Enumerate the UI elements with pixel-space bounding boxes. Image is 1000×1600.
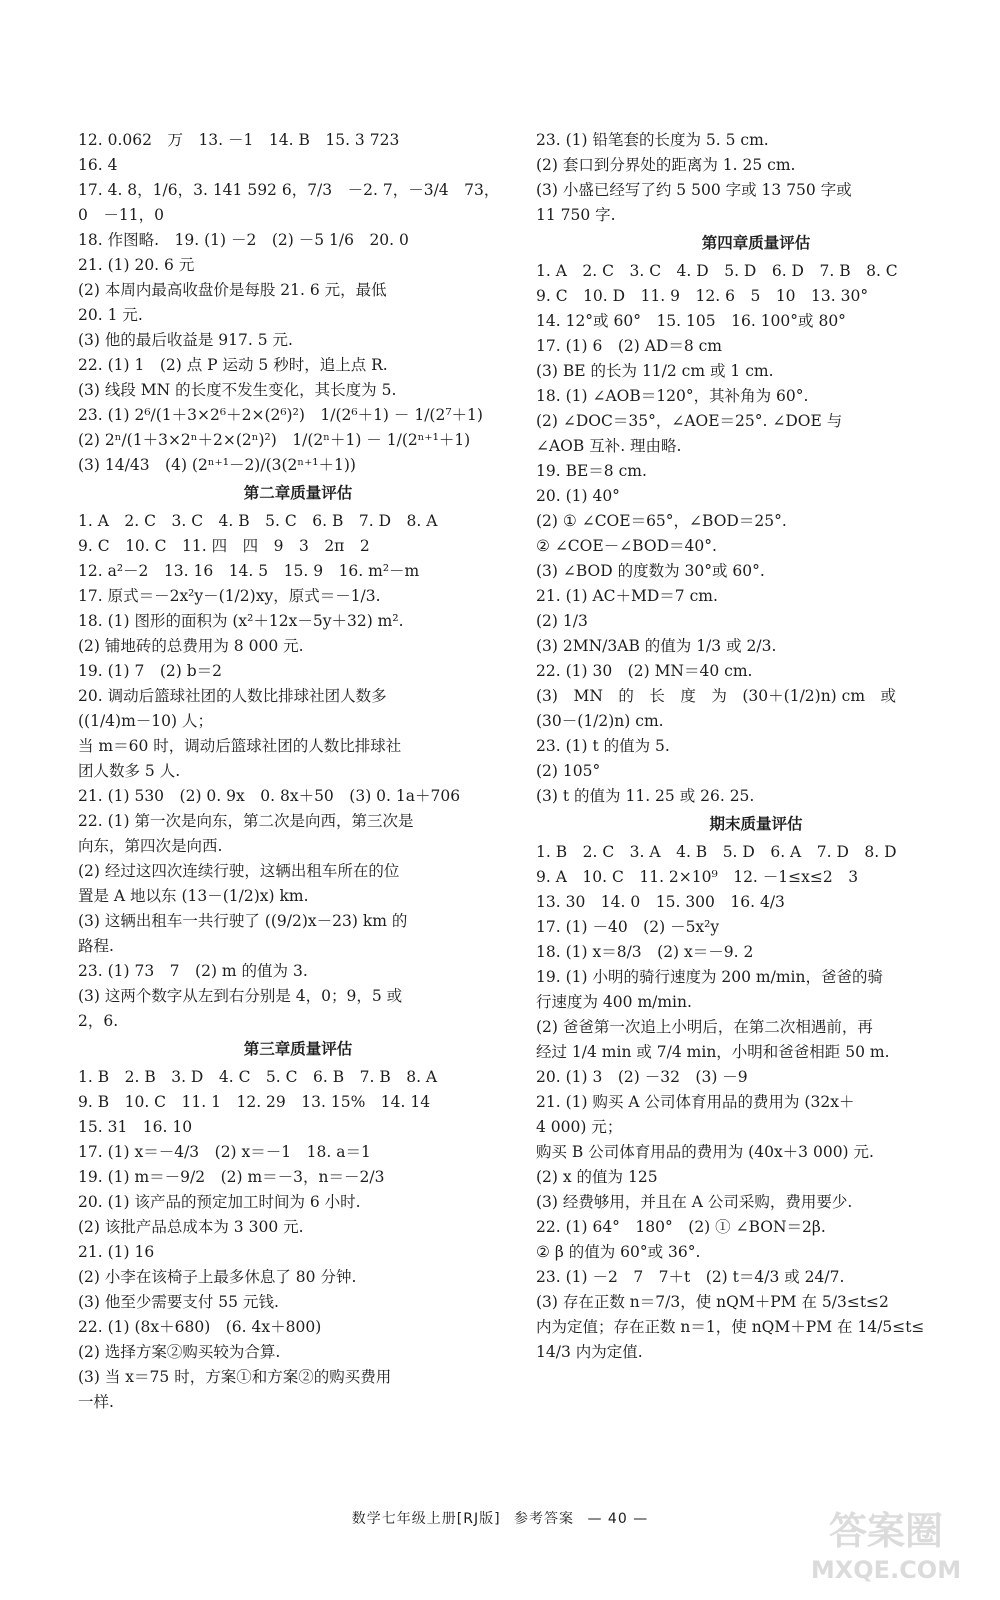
left-answer-line: 22. (1) (8x＋680) (6. 4x＋800) <box>78 1318 322 1336</box>
right-answer-line: (3) ∠BOD 的度数为 30°或 60°. <box>536 562 765 580</box>
footer-page-number: — 40 — <box>587 1511 649 1527</box>
right-answer-line: 内为定值；存在正数 n＝1，使 nQM＋PM 在 14/5≤t≤ <box>536 1318 925 1336</box>
left-answer-line: 2，6. <box>78 1012 119 1030</box>
left-answer-line: 19. (1) m＝－9/2 (2) m＝－3，n＝－2/3 <box>78 1168 385 1186</box>
right-answer-line: ∠AOB 互补. 理由略. <box>536 437 682 455</box>
right-answer-line: (3) 经费够用，并且在 A 公司采购，费用要少. <box>536 1193 853 1211</box>
right-answer-line: 购买 B 公司体育用品的费用为 (40x＋3 000) 元. <box>536 1143 874 1161</box>
right-answer-line: 11 750 字. <box>536 206 616 224</box>
left-answer-line: 18. 作图略. 19. (1) －2 (2) －5 1/6 20. 0 <box>78 231 409 249</box>
left-answer-line: 20. 1 元. <box>78 306 143 324</box>
right-answer-line: 14/3 内为定值. <box>536 1343 643 1361</box>
left-answer-line: 21. (1) 530 (2) 0. 9x 0. 8x＋50 (3) 0. 1a＋706 <box>78 787 461 805</box>
right-answer-line: (30－(1/2)n) cm. <box>536 712 664 730</box>
right-answer-line: (2) 1/3 <box>536 612 588 630</box>
left-answer-line: 22. (1) 第一次是向东，第二次是向西，第三次是 <box>78 812 414 830</box>
left-answer-line: 23. (1) 73 7 (2) m 的值为 3. <box>78 962 308 980</box>
left-answer-line: (2) 本周内最高收盘价是每股 21. 6 元，最低 <box>78 281 387 299</box>
footer-section: 参考答案 <box>514 1511 575 1527</box>
left-answer-line: (3) 这辆出租车一共行驶了 ((9/2)x－23) km 的 <box>78 912 408 930</box>
left-answer-line: (3) 14/43 (4) (2ⁿ⁺¹－2)/(3(2ⁿ⁺¹＋1)) <box>78 456 356 474</box>
left-answer-line: 23. (1) 2⁶/(1＋3×2⁶＋2×(2⁶)²) 1/(2⁶＋1) － 1/(2⁷＋1) <box>78 406 483 424</box>
left-answer-line: 12. 0.062 万 13. －1 14. B 15. 3 723 <box>78 131 400 149</box>
right-answer-line: 行速度为 400 m/min. <box>536 993 692 1011</box>
footer-book-title: 数学七年级上册[RJ版] <box>351 1511 501 1527</box>
right-answer-line: 18. (1) ∠AOB＝120°，其补角为 60°. <box>536 387 809 405</box>
right-answer-line: 19. (1) 小明的骑行速度为 200 m/min，爸爸的骑 <box>536 968 883 986</box>
right-answer-line: 22. (1) 64° 180° (2) ① ∠BON＝2β. <box>536 1218 826 1236</box>
right-answer-line: (3) t 的值为 11. 25 或 26. 25. <box>536 787 755 805</box>
right-answer-line: 4 000) 元； <box>536 1118 623 1136</box>
left-answer-line: 18. (1) 图形的面积为 (x²＋12x－5y＋32) m². <box>78 612 404 630</box>
left-answer-line: 向东，第四次是向西. <box>78 837 223 855</box>
left-answer-line: 19. (1) 7 (2) b＝2 <box>78 662 222 680</box>
left-answer-line: (2) 该批产品总成本为 3 300 元. <box>78 1218 304 1236</box>
left-answer-line: 22. (1) 1 (2) 点 P 运动 5 秒时，追上点 R. <box>78 356 388 374</box>
right-answer-line: 23. (1) －2 7 7＋t (2) t＝4/3 或 24/7. <box>536 1268 845 1286</box>
left-answer-line: (3) 这两个数字从左到右分别是 4，0；9，5 或 <box>78 987 403 1005</box>
left-answer-line: (2) 小李在该椅子上最多休息了 80 分钟. <box>78 1268 357 1286</box>
right-answer-line: (2) 套口到分界处的距离为 1. 25 cm. <box>536 156 796 174</box>
left-answer-line: 17. (1) x＝－4/3 (2) x＝－1 18. a＝1 <box>78 1143 371 1161</box>
left-answer-line: (2) 经过这四次连续行驶，这辆出租车所在的位 <box>78 862 400 880</box>
left-answer-line: 9. C 10. C 11. 四 四 9 3 2π 2 <box>78 537 370 555</box>
right-answer-line: 18. (1) x＝8/3 (2) x＝－9. 2 <box>536 943 754 961</box>
left-answer-line: 置是 A 地以东 (13－(1/2)x) km. <box>78 887 309 905</box>
left-answer-line: 路程. <box>78 937 114 955</box>
left-answer-line: 16. 4 <box>78 156 118 174</box>
right-answer-line: (3) 存在正数 n＝7/3，使 nQM＋PM 在 5/3≤t≤2 <box>536 1293 889 1311</box>
left-answer-line: 一样. <box>78 1393 114 1411</box>
left-answer-line: (2) 铺地砖的总费用为 8 000 元. <box>78 637 304 655</box>
left-answer-line: 当 m＝60 时，调动后篮球社团的人数比排球社 <box>78 737 402 755</box>
watermark-bottom: MXQE.COM <box>810 1556 962 1584</box>
right-answer-line: 23. (1) t 的值为 5. <box>536 737 670 755</box>
left-answer-line: 20. (1) 该产品的预定加工时间为 6 小时. <box>78 1193 361 1211</box>
right-answer-line: (2) ① ∠COE＝65°，∠BOD＝25°. <box>536 512 787 530</box>
left-answer-line: (3) 他至少需要支付 55 元钱. <box>78 1293 279 1311</box>
right-answer-line: 23. (1) 铅笔套的长度为 5. 5 cm. <box>536 131 769 149</box>
right-answer-line: 17. (1) 6 (2) AD＝8 cm <box>536 337 722 355</box>
right-answer-line: (3) BE 的长为 11/2 cm 或 1 cm. <box>536 362 774 380</box>
right-answer-line: 17. (1) －40 (2) －5x²y <box>536 918 720 936</box>
left-answer-line: 20. 调动后篮球社团的人数比排球社团人数多 <box>78 687 387 705</box>
right-answer-line: (3) 2MN/3AB 的值为 1/3 或 2/3. <box>536 637 777 655</box>
right-answer-line: 20. (1) 40° <box>536 487 620 505</box>
left-answer-line: 1. A 2. C 3. C 4. B 5. C 6. B 7. D 8. A <box>78 512 438 530</box>
right-column <box>536 128 976 1365</box>
right-answer-line: (2) 105° <box>536 762 601 780</box>
right-answer-line: (2) 爸爸第一次追上小明后，在第二次相遇前，再 <box>536 1018 873 1036</box>
left-answer-line: (2) 选择方案②购买较为合算. <box>78 1343 281 1361</box>
right-section-heading: 第四章质量评估 <box>701 234 811 252</box>
left-answer-line: 21. (1) 20. 6 元 <box>78 256 195 274</box>
right-answer-line: 21. (1) 购买 A 公司体育用品的费用为 (32x＋ <box>536 1093 855 1111</box>
left-answer-line: (3) 他的最后收益是 917. 5 元. <box>78 331 293 349</box>
left-answer-line: 9. B 10. C 11. 1 12. 29 13. 15% 14. 14 <box>78 1093 431 1111</box>
left-answer-line: 15. 31 16. 10 <box>78 1118 193 1136</box>
left-answer-line: 21. (1) 16 <box>78 1243 155 1261</box>
left-answer-line: (3) 当 x＝75 时，方案①和方案②的购买费用 <box>78 1368 392 1386</box>
right-answer-line: 9. C 10. D 11. 9 12. 6 5 10 13. 30° <box>536 287 869 305</box>
left-answer-line: ((1/4)m－10) 人； <box>78 712 213 730</box>
left-answer-line: 团人数多 5 人. <box>78 762 181 780</box>
left-answer-line: (2) 2ⁿ/(1＋3×2ⁿ＋2×(2ⁿ)²) 1/(2ⁿ＋1) － 1/(2ⁿ⁺¹＋1) <box>78 431 471 449</box>
right-answer-line: 9. A 10. C 11. 2×10⁹ 12. －1≤x≤2 3 <box>536 868 859 886</box>
left-answer-line: 17. 原式＝－2x²y－(1/2)xy，原式＝－1/3. <box>78 587 381 605</box>
right-section-heading: 期末质量评估 <box>709 815 803 833</box>
right-answer-line: (3) 小盛已经写了约 5 500 字或 13 750 字或 <box>536 181 852 199</box>
right-answer-line: ② β 的值为 60°或 36°. <box>536 1243 701 1261</box>
right-answer-line: ② ∠COE－∠BOD＝40°. <box>536 537 717 555</box>
right-answer-line: 22. (1) 30 (2) MN＝40 cm. <box>536 662 753 680</box>
right-answer-line: 14. 12°或 60° 15. 105 16. 100°或 80° <box>536 312 846 330</box>
right-answer-line: (2) ∠DOC＝35°，∠AOE＝25°. ∠DOE 与 <box>536 412 843 430</box>
left-answer-line: 1. B 2. B 3. D 4. C 5. C 6. B 7. B 8. A <box>78 1068 438 1086</box>
left-answer-line: (3) 线段 MN 的长度不发生变化，其长度为 5. <box>78 381 397 399</box>
right-answer-line: 21. (1) AC＋MD＝7 cm. <box>536 587 718 605</box>
right-answer-line: 19. BE＝8 cm. <box>536 462 647 480</box>
right-answer-line: 1. A 2. C 3. C 4. D 5. D 6. D 7. B 8. C <box>536 262 898 280</box>
left-section-heading: 第三章质量评估 <box>243 1040 353 1058</box>
right-answer-line: (3) MN 的 长 度 为 (30＋(1/2)n) cm 或 <box>536 687 897 705</box>
right-answer-line: 20. (1) 3 (2) －32 (3) －9 <box>536 1068 748 1086</box>
left-answer-line: 12. a²－2 13. 16 14. 5 15. 9 16. m²－m <box>78 562 420 580</box>
right-answer-line: 1. B 2. C 3. A 4. B 5. D 6. A 7. D 8. D <box>536 843 897 861</box>
watermark-logo <box>786 1500 986 1586</box>
watermark-top: 答案圈 <box>828 1509 944 1553</box>
left-answer-line: 17. 4. 8，1/6，3. 141 592 6，7/3 －2. 7，－3/4 73， <box>78 181 500 199</box>
left-section-heading: 第二章质量评估 <box>243 484 353 502</box>
right-answer-line: 经过 1/4 min 或 7/4 min，小明和爸爸相距 50 m. <box>536 1043 890 1061</box>
left-answer-line: 0 －11，0 <box>78 206 164 224</box>
right-answer-line: 13. 30 14. 0 15. 300 16. 4/3 <box>536 893 785 911</box>
right-answer-line: (2) x 的值为 125 <box>536 1168 658 1186</box>
left-column <box>78 128 518 1415</box>
